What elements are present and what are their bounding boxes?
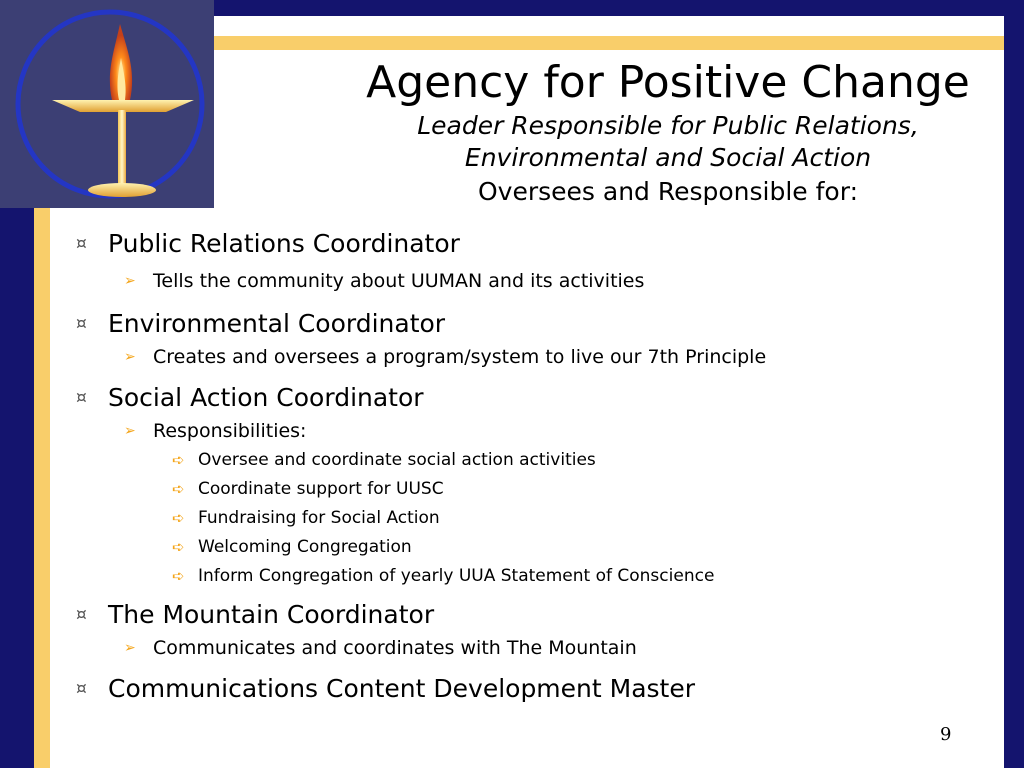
list-subsubitem-label: Inform Congregation of yearly UUA Statement of Conscience bbox=[198, 566, 715, 586]
list-subsubitem-label: Oversee and coordinate social action activities bbox=[198, 450, 596, 470]
list-item bbox=[74, 226, 984, 262]
list-subitem bbox=[74, 633, 984, 663]
list-item-label: Public Relations Coordinator bbox=[108, 229, 460, 258]
list-item-label: Environmental Coordinator bbox=[108, 309, 446, 338]
bullet-icon: ¤ bbox=[76, 605, 87, 625]
bullet-list bbox=[74, 226, 984, 707]
slide-subheading: Oversees and Responsible for: bbox=[477, 177, 858, 206]
list-subitem-label: Communicates and coordinates with The Mountain bbox=[153, 637, 637, 659]
bullet-icon: ¤ bbox=[76, 234, 87, 254]
list-subsubitem bbox=[74, 562, 984, 591]
list-item-label: The Mountain Coordinator bbox=[108, 600, 435, 629]
bullet-icon: ¤ bbox=[76, 388, 87, 408]
list-item-label: Social Action Coordinator bbox=[108, 383, 424, 412]
list-subitem bbox=[74, 342, 984, 372]
bullet-icon: ¤ bbox=[76, 314, 87, 334]
arrow-bullet-icon: ➢ bbox=[124, 273, 136, 289]
bullet-icon: ¤ bbox=[76, 679, 87, 699]
list-subitem bbox=[74, 416, 984, 446]
slide-subtitle-line2: Environmental and Social Action bbox=[464, 143, 872, 172]
slide-subtitle-line1: Leader Responsible for Public Relations, bbox=[417, 111, 919, 140]
top-gold-band bbox=[214, 36, 1004, 50]
hollow-arrow-bullet-icon: ➪ bbox=[172, 451, 185, 469]
left-gold-band bbox=[34, 205, 50, 768]
list-subsubitem bbox=[74, 446, 984, 475]
list-item-label: Communications Content Development Master bbox=[108, 674, 696, 703]
list-item bbox=[74, 306, 984, 342]
hollow-arrow-bullet-icon: ➪ bbox=[172, 567, 185, 585]
list-subsubitem-label: Welcoming Congregation bbox=[198, 537, 412, 557]
arrow-bullet-icon: ➢ bbox=[124, 423, 136, 439]
arrow-bullet-icon: ➢ bbox=[124, 640, 136, 656]
hollow-arrow-bullet-icon: ➪ bbox=[172, 538, 185, 556]
list-item bbox=[74, 671, 984, 707]
list-subitem bbox=[74, 266, 984, 296]
list-subsubitem bbox=[74, 504, 984, 533]
title-block bbox=[300, 56, 1024, 210]
list-subsubitem bbox=[74, 475, 984, 504]
chalice-logo bbox=[0, 0, 214, 208]
hollow-arrow-bullet-icon: ➪ bbox=[172, 509, 185, 527]
list-item bbox=[74, 380, 984, 416]
arrow-bullet-icon: ➢ bbox=[124, 349, 136, 365]
hollow-arrow-bullet-icon: ➪ bbox=[172, 480, 185, 498]
list-item bbox=[74, 597, 984, 633]
list-subitem-label: Creates and oversees a program/system to live our 7th Principle bbox=[153, 346, 767, 368]
list-subitem-label: Tells the community about UUMAN and its activities bbox=[153, 270, 645, 292]
list-subsubitem bbox=[74, 533, 984, 562]
slide-title: Agency for Positive Change bbox=[366, 57, 970, 108]
page-number: 9 bbox=[940, 724, 952, 745]
flaming-chalice-icon bbox=[0, 0, 214, 208]
list-subitem-label: Responsibilities: bbox=[153, 420, 307, 442]
list-subsubitem-label: Fundraising for Social Action bbox=[198, 508, 440, 528]
list-subsubitem-label: Coordinate support for UUSC bbox=[198, 479, 444, 499]
